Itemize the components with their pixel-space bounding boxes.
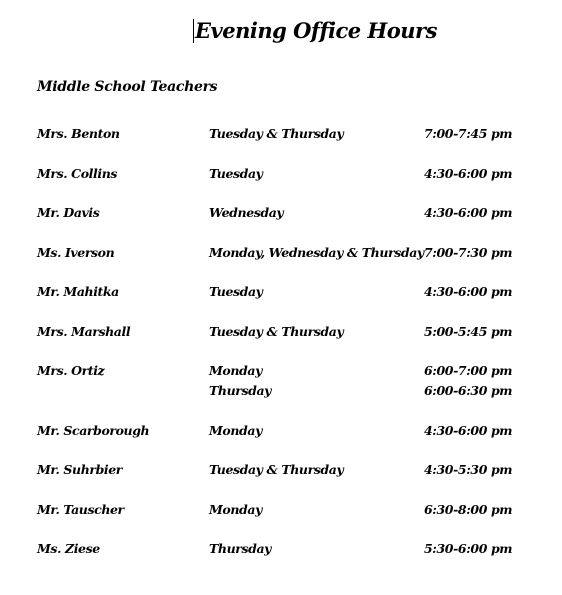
- table-row: [37, 243, 537, 263]
- day-text: Monday, Wednesday & Thursday: [209, 244, 424, 260]
- table-row: [37, 282, 537, 302]
- days-cell: [209, 164, 263, 184]
- times-cell: [424, 124, 512, 144]
- table-row: [37, 164, 537, 184]
- days-cell: [209, 361, 271, 401]
- table-row: [37, 500, 537, 520]
- time-text: 6:00-7:00 pm: [424, 363, 513, 378]
- times-cell: [424, 282, 512, 302]
- day-text: Monday: [209, 422, 262, 438]
- table-row: [37, 124, 537, 144]
- teacher-name: Ms. Ziese: [37, 541, 100, 556]
- times-cell: [424, 322, 512, 342]
- table-row: [37, 322, 537, 342]
- days-cell: [209, 282, 263, 302]
- times-cell: [424, 539, 512, 559]
- time-text: 5:30-6:00 pm: [424, 541, 513, 556]
- teacher-name: Mrs. Collins: [37, 165, 118, 181]
- teacher-name: Mr. Davis: [37, 205, 100, 220]
- text-cursor: [193, 19, 194, 43]
- times-cell: [424, 421, 512, 441]
- times-cell: [424, 460, 512, 480]
- time-text: 7:00-7:30 pm: [424, 244, 513, 260]
- page-title-text: Evening Office Hours: [195, 18, 437, 43]
- days-cell: [209, 203, 283, 223]
- teacher-name: Mrs. Benton: [37, 126, 120, 141]
- day-text: Monday: [209, 501, 262, 517]
- teacher-name: Mrs. Ortiz: [37, 363, 105, 378]
- time-text: 6:00-6:30 pm: [424, 383, 513, 398]
- time-text: 4:30-6:00 pm: [424, 205, 513, 220]
- times-cell: [424, 203, 512, 223]
- day-text: Tuesday & Thursday: [209, 323, 344, 339]
- teacher-name: Ms. Iverson: [37, 244, 115, 260]
- time-text: 4:30-5:30 pm: [424, 462, 513, 477]
- day-text: Thursday: [209, 383, 272, 398]
- time-text: 4:30-6:00 pm: [424, 284, 513, 299]
- day-text: Thursday: [209, 541, 272, 556]
- time-text: 4:30-6:00 pm: [424, 165, 513, 181]
- days-cell: [209, 243, 424, 263]
- time-text: 6:30-8:00 pm: [424, 501, 513, 517]
- days-cell: [209, 500, 262, 520]
- day-text: Tuesday & Thursday: [209, 462, 344, 477]
- times-cell: [424, 500, 512, 520]
- section-heading: Middle School Teachers: [37, 79, 218, 95]
- time-text: 4:30-6:00 pm: [424, 422, 513, 438]
- times-cell: [424, 243, 512, 263]
- table-row: [37, 421, 537, 441]
- teacher-name: Mr. Scarborough: [37, 422, 150, 438]
- day-text: Tuesday: [209, 284, 263, 299]
- day-text: Tuesday: [209, 165, 263, 181]
- time-text: 5:00-5:45 pm: [424, 323, 513, 339]
- time-text: 7:00-7:45 pm: [424, 126, 513, 141]
- teacher-name: Mr. Suhrbier: [37, 462, 122, 477]
- day-text: Monday: [209, 363, 262, 378]
- times-cell: [424, 361, 512, 401]
- days-cell: [209, 322, 343, 342]
- table-row: [37, 203, 537, 223]
- days-cell: [209, 124, 343, 144]
- table-row: [37, 539, 537, 559]
- days-cell: [209, 421, 262, 441]
- table-row: [37, 460, 537, 480]
- day-text: Wednesday: [209, 205, 284, 220]
- title-container: [0, 18, 562, 43]
- teacher-name: Mr. Mahitka: [37, 284, 119, 299]
- times-cell: [424, 164, 512, 184]
- table-row: [37, 361, 537, 401]
- day-text: Tuesday & Thursday: [209, 126, 344, 141]
- teacher-name: Mrs. Marshall: [37, 323, 131, 339]
- teacher-name: Mr. Tauscher: [37, 501, 124, 517]
- page-title[interactable]: [195, 18, 437, 43]
- days-cell: [209, 539, 271, 559]
- days-cell: [209, 460, 343, 480]
